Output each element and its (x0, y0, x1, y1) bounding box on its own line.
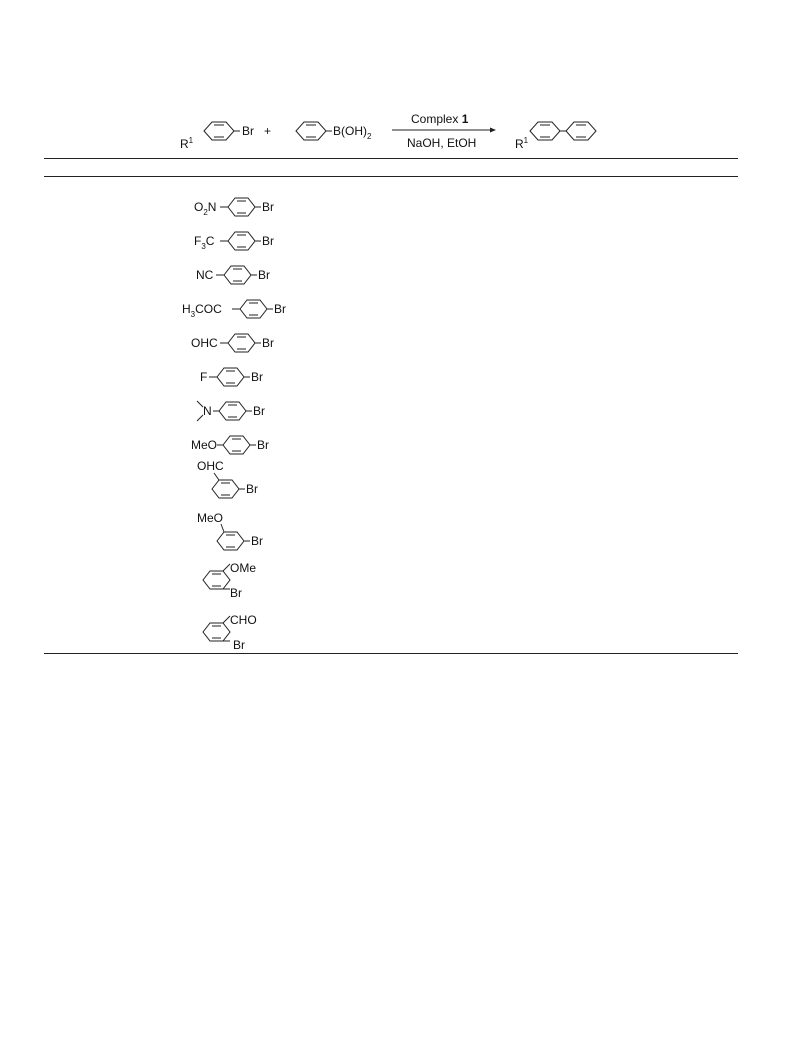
substituent-label: OMe (230, 561, 257, 575)
conditions-label: NaOH, EtOH (407, 136, 477, 150)
bromo-label: Br (262, 200, 274, 214)
substrate-row-6 (120, 360, 320, 394)
substituent-label: $F_3C$ (194, 234, 215, 251)
bromo-label: Br (262, 336, 274, 350)
substrate-row-7 (120, 394, 320, 428)
plus-sign: + (264, 124, 272, 138)
substituent-label: MeO (197, 511, 224, 525)
reactant1-br: Br (242, 124, 254, 138)
substrate-row-4 (120, 292, 320, 326)
substrate-row-11 (120, 558, 320, 602)
product-r-label: $R^1$ (515, 136, 529, 151)
table-bottom-rule (44, 653, 738, 654)
reaction-arrow (392, 112, 496, 150)
substituent-label: N (203, 404, 212, 418)
substituent-label: OHC (197, 459, 224, 473)
bromo-label: Br (233, 638, 245, 652)
substrate-row-1 (120, 190, 320, 224)
reactant1-r-label: $R^1$ (180, 136, 194, 151)
bromo-label: Br (258, 268, 270, 282)
substrate-row-8 (120, 428, 320, 462)
substrate-row-10 (120, 508, 320, 554)
bromo-label: Br (274, 302, 286, 316)
substrate-row-12 (120, 608, 320, 652)
substituent-label: CHO (230, 613, 257, 627)
substituent-label: $H_3COC$ (182, 302, 222, 319)
bromo-label: Br (253, 404, 265, 418)
substrate-row-2 (120, 224, 320, 258)
substituent-label: MeO (191, 438, 218, 452)
bromo-label: Br (246, 482, 258, 496)
phenylboronic-acid-structure (296, 122, 372, 141)
catalyst-label: Complex 1 (411, 112, 469, 126)
table-header-rule (44, 176, 738, 177)
substituent-label: $O_2N$ (194, 200, 217, 217)
substituent-label: OHC (191, 336, 218, 350)
bromo-label: Br (251, 534, 263, 548)
bromo-label: Br (262, 234, 274, 248)
substrate-row-5 (120, 326, 320, 360)
table-top-rule (44, 158, 738, 159)
reaction-scheme (160, 104, 620, 158)
bromo-label: Br (257, 438, 269, 452)
bromo-label: Br (251, 370, 263, 384)
aryl-bromide-structure (180, 122, 254, 151)
substituent-label: F (200, 370, 208, 384)
substrate-row-3 (120, 258, 320, 292)
substrate-row-9 (120, 458, 320, 504)
bromo-label: Br (230, 586, 242, 600)
biphenyl-product-structure (515, 122, 596, 151)
substituent-label: NC (196, 268, 214, 282)
boronic-acid-label: $B(OH)_2$ (333, 124, 372, 141)
